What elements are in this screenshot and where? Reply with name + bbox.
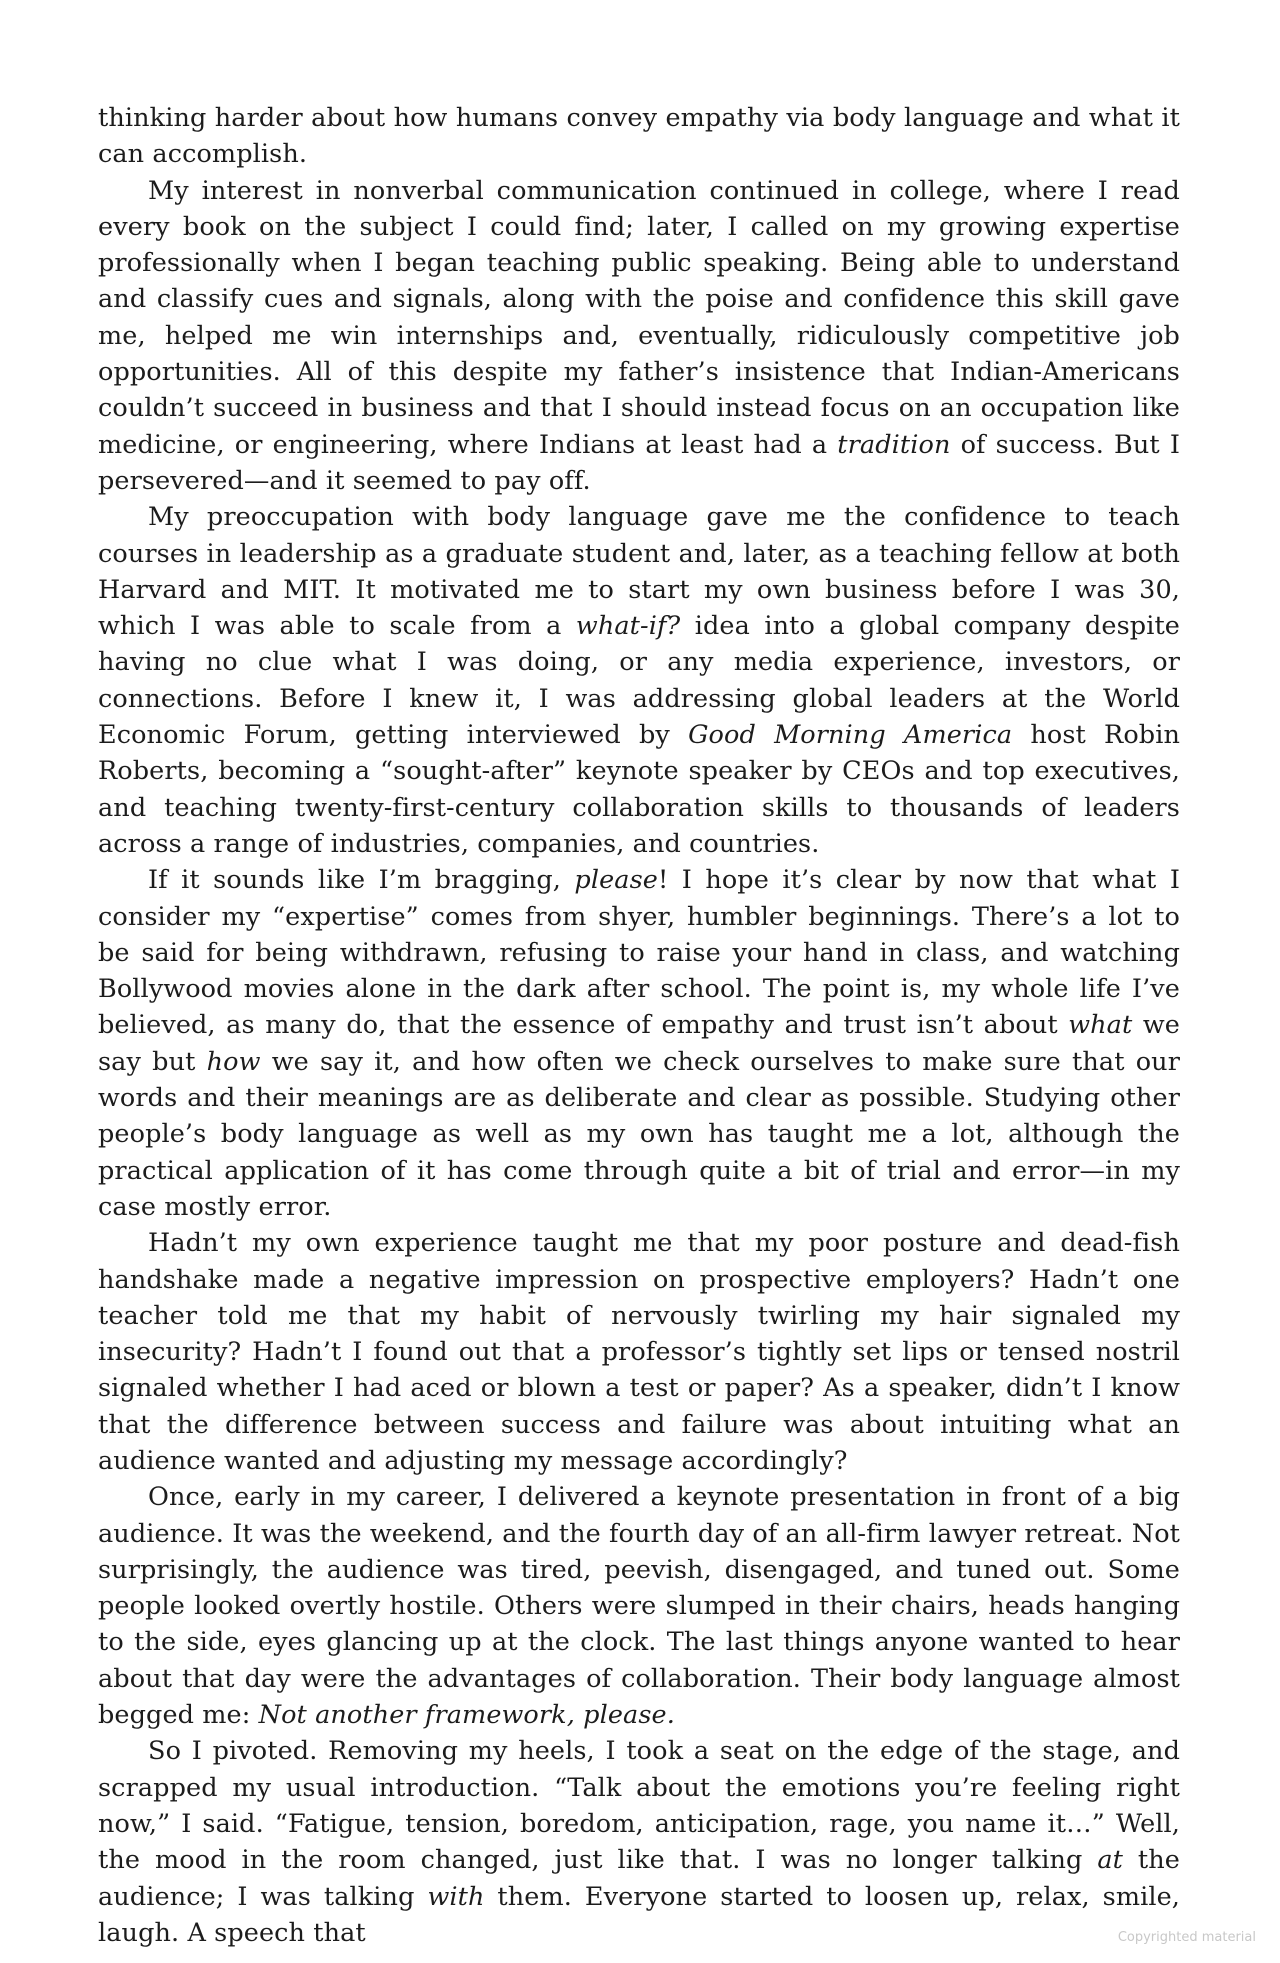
paragraph-text: thinking harder about how humans convey empathy via body language and what it can accomplish.: [98, 103, 1180, 170]
paragraph-3: [98, 499, 1180, 862]
paragraph-text: of success. But I persevered—and it seemed to pay off.: [98, 429, 1180, 496]
italic-emphasis: at: [1097, 1845, 1123, 1876]
italic-emphasis: please: [574, 865, 658, 896]
paragraph-5: [98, 1225, 1180, 1479]
paragraph-text: Hadn’t my own experience taught me that my poor posture and dead-fish handshake made a negative impression on prospective employers? Hadn’t one teacher told me that my habit of nervously twirling my hair signaled my insecurity? Hadn’t I found out that a professor’s tightly set lips or tensed nostril signaled whether I had aced or blown a test or paper? As a speaker, didn’t I know that the difference between success and failure was about intuiting what an audience wanted and adjusting my message accordingly?: [98, 1228, 1180, 1476]
paragraph-text: ! I hope it’s clear by now that what I consider my “expertise” comes from shyer, humbler beginnings. There’s a lot to be said for being withdrawn, refusing to raise your hand in class, and watching Bollywood movies alone in the dark after school. The point is, my whole life I’ve believed, as many do, that the essence of empathy and trust isn’t about: [98, 865, 1180, 1041]
copyright-watermark: Copyrighted material: [1117, 1930, 1256, 1945]
paragraph-4: [98, 862, 1180, 1225]
book-page-body: [98, 100, 1180, 1951]
paragraph-text: So I pivoted. Removing my heels, I took a seat on the edge of the stage, and scrapped my usual introduction. “Talk about the emotions you’re feeling right now,” I said. “Fatigue, tension, boredom, anticipation, rage, you name it…” Well, the mood in the room changed, just like that. I was no longer talking: [98, 1736, 1180, 1876]
paragraph-text: My preoccupation with body language gave me the confidence to teach courses in leadership as a graduate student and, later, as a teaching fellow at both Harvard and MIT. It motivated me to start my own business before I was 30, which I was able to scale from a: [98, 502, 1180, 642]
italic-emphasis: what-if?: [575, 611, 681, 642]
paragraph-text: Once, early in my career, I delivered a keynote presentation in front of a big audience. It was the weekend, and the fourth day of an all-firm lawyer retreat. Not surprisingly, the audience was tired, peevish, disengaged, and tuned out. Some people looked overtly hostile. Others were slumped in their chairs, heads hanging to the side, eyes glancing up at the clock. The last things anyone wanted to hear about that day were the advantages of collaboration. Their body language almost begged me:: [98, 1482, 1180, 1731]
paragraph-7: [98, 1733, 1180, 1951]
italic-emphasis: Not another framework, please.: [258, 1700, 675, 1731]
paragraph-text: My interest in nonverbal communication continued in college, where I read every book on the subject I could find; later, I called on my growing expertise professionally when I began teaching public speaking. Being able to understand and classify cues and signals, along with the poise and confidence this skill gave me, helped me win internships and, eventually, ridiculously competitive job opportunities. All of this despite my father’s insistence that Indian-Americans couldn’t succeed in business and that I should instead focus on an occupation like medicine, or engineering, where Indians at least had a: [98, 175, 1180, 460]
paragraph-text: host Robin Roberts, becoming a “sought-after” keynote speaker by CEOs and top executives, and teaching twenty-first-century collaboration skills to thousands of leaders across a range of industries, companies, and countries.: [98, 720, 1180, 859]
italic-emphasis: how: [206, 1046, 261, 1077]
paragraph-text: idea into a global company despite having no clue what I was doing, or any media experience, investors, or connections. Before I knew it, I was addressing global leaders at the World Economic Forum, getting interviewed by: [98, 611, 1180, 751]
paragraph-2: [98, 173, 1180, 500]
paragraph-text: we say but: [98, 1010, 1180, 1077]
italic-emphasis: tradition: [837, 429, 951, 460]
paragraph-6: [98, 1479, 1180, 1733]
paragraph-text: the audience; I was talking: [98, 1845, 1180, 1912]
paragraph-text: we say it, and how often we check ourselves to make sure that our words and their meanings are as deliberate and clear as possible. Studying other people’s body language as well as my own has taught me a lot, although the practical application of it has come through quite a bit of trial and error—in my case mostly error.: [98, 1046, 1180, 1222]
italic-emphasis: what: [1068, 1010, 1133, 1041]
paragraph-text: If it sounds like I’m bragging,: [148, 865, 575, 896]
paragraph-text: them. Everyone started to loosen up, relax, smile, laugh. A speech that: [98, 1881, 1181, 1948]
paragraph-1: [98, 100, 1180, 173]
italic-emphasis: with: [427, 1881, 485, 1912]
italic-title: Good Morning America: [688, 720, 1013, 751]
